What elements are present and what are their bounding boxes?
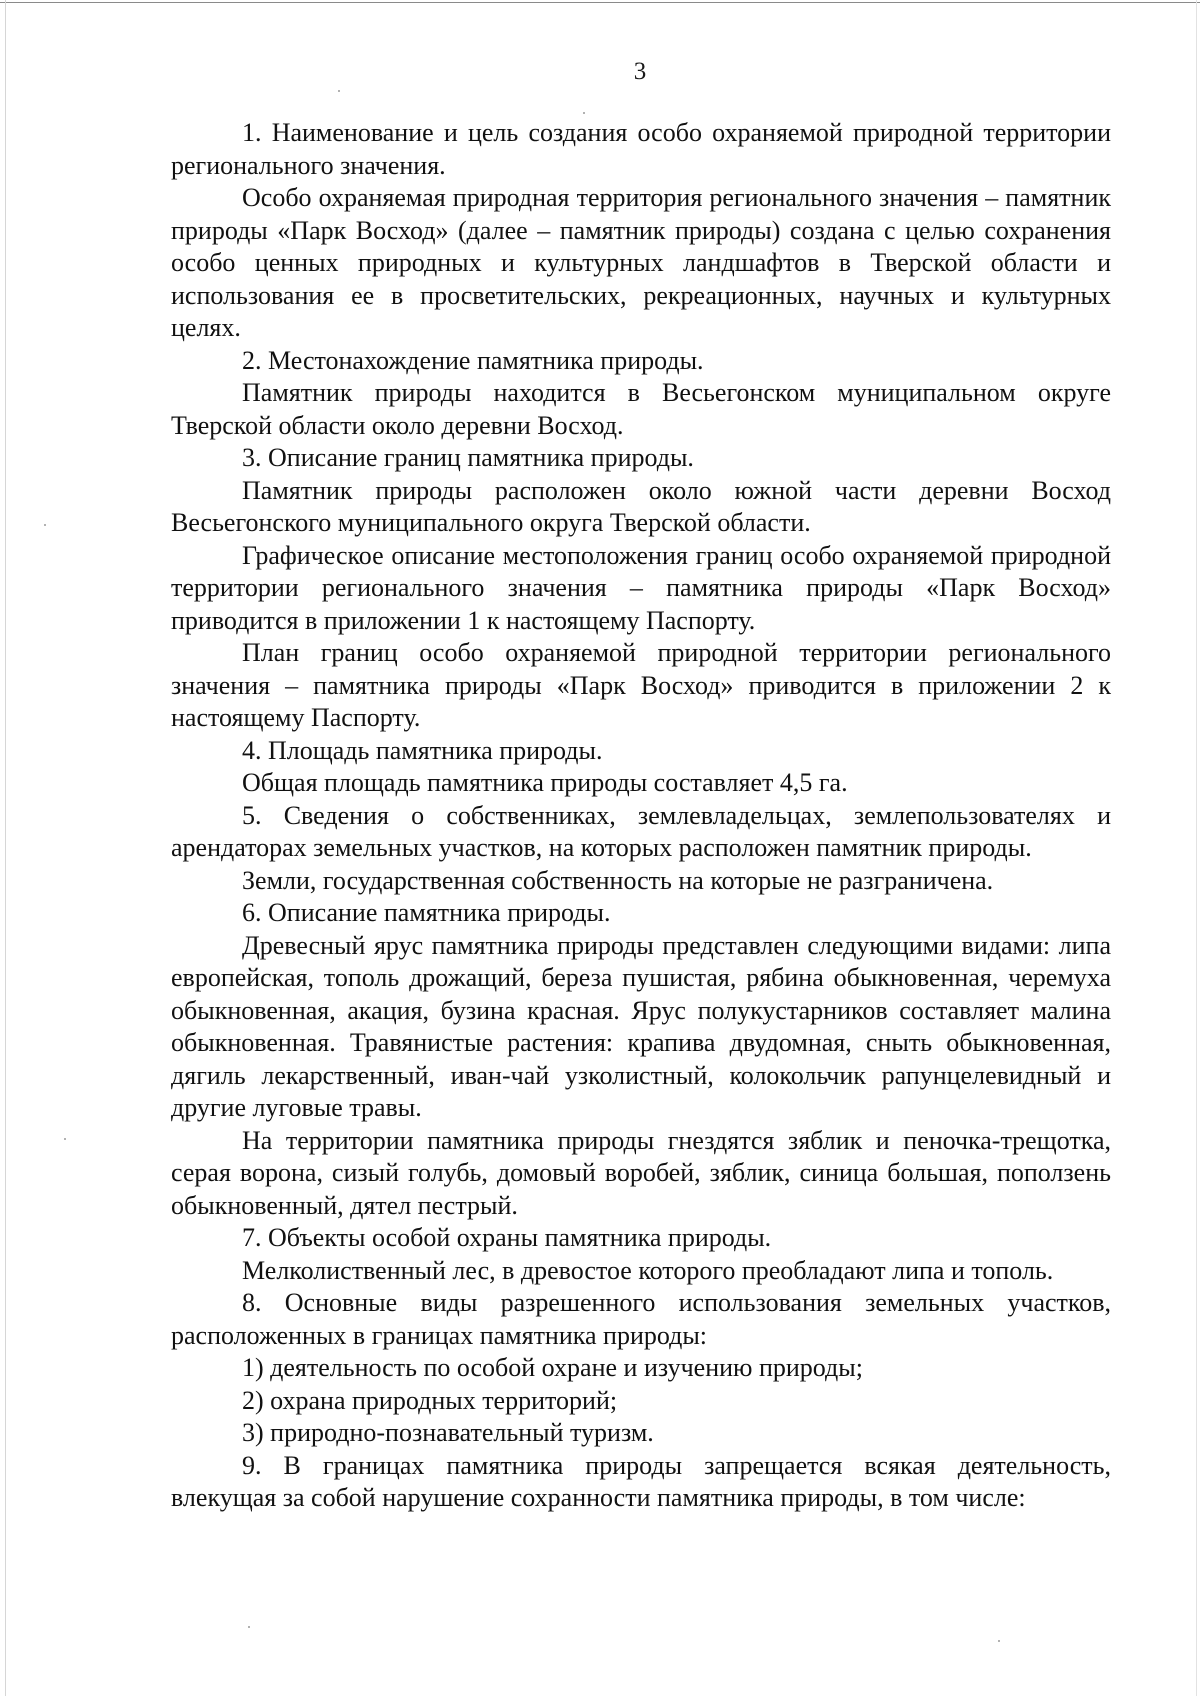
scan-speck bbox=[44, 524, 46, 526]
section-heading-9: 9. В границах памятника природы запрещается всякая деятельность, влекущая за собой нарушение сохранности памятника природы, в том числе: bbox=[171, 1450, 1111, 1512]
scan-edge-left bbox=[5, 0, 6, 1696]
section-text-4: Общая площадь памятника природы составляет 4,5 га. bbox=[242, 768, 848, 797]
section-text-3a: Памятник природы расположен около южной части деревни Восход Весьегонского муниципального округа Тверской области. bbox=[171, 475, 1111, 537]
section-text-6b: На территории памятника природы гнездятся зяблик и пеночка-трещотка, серая ворона, сизый голубь, домовый воробей, зяблик, синица большая, поползень обыкновенный, дятел пестрый. bbox=[171, 1125, 1111, 1220]
section-text-5: Земли, государственная собственность на которые не разграничена. bbox=[242, 865, 994, 895]
section-heading-8: 8. Основные виды разрешенного использования земельных участков, расположенных в границах памятника природы: bbox=[171, 1288, 1111, 1350]
section-heading-4: 4. Площадь памятника природы. bbox=[242, 735, 603, 765]
list-item: 1) деятельность по особой охране и изучению природы; bbox=[242, 1353, 863, 1382]
section-heading-5: 5. Сведения о собственниках, землевладельцах, землепользователях и арендаторах земельных участков, на которых расположен памятник природы. bbox=[171, 800, 1111, 862]
section-text-3c: План границ особо охраняемой природной территории регионального значения – памятника природы «Парк Восход» приводится в приложении 2 к настоящему Паспорту. bbox=[171, 638, 1111, 732]
scan-speck bbox=[338, 90, 340, 92]
section-text-3b: Графическое описание местоположения границ особо охраняемой природной территории регионального значения – памятника природы «Парк Восход» приводится в приложении 1 к настоящему Паспорту. bbox=[171, 540, 1111, 635]
section-heading-3: 3. Описание границ памятника природы. bbox=[242, 443, 694, 472]
document-body bbox=[171, 117, 1111, 1515]
section-heading-6: 6. Описание памятника природы. bbox=[242, 898, 611, 927]
section-heading-1: 1. Наименование и цель создания особо охраняемой природной территории регионального значения. bbox=[171, 118, 1111, 180]
section-text-1: Особо охраняемая природная территория регионального значения – памятник природы «Парк Восход» (далее – памятник природы) создана с целью сохранения особо ценных природных и культурных ландшафтов в Тверской области и использования ее в просветительских, рекреационных, научных и культурных целях. bbox=[171, 183, 1111, 342]
scan-edge-top bbox=[0, 2, 1200, 3]
list-item: 3) природно-познавательный туризм. bbox=[242, 1418, 654, 1447]
scan-speck bbox=[583, 112, 585, 114]
scan-speck bbox=[998, 1640, 1000, 1642]
list-item: 2) охрана природных территорий; bbox=[242, 1385, 618, 1415]
scan-speck bbox=[64, 1138, 66, 1140]
page-number: 3 bbox=[633, 58, 647, 85]
scan-edge-right bbox=[1196, 0, 1197, 1696]
scan-speck bbox=[248, 1626, 250, 1628]
section-text-6a: Древесный ярус памятника природы представлен следующими видами: липа европейская, тополь дрожащий, береза пушистая, рябина обыкновенная, черемуха обыкновенная, акация, бузина красная. Ярус полукустарников составляет малина обыкновенная. Травянистые растения: крапива двудомная, сныть обыкновенная, дягиль лекарственный, иван-чай узколистный, колокольчик рапунцелевидный и другие луговые травы. bbox=[171, 930, 1111, 1122]
section-heading-2: 2. Местонахождение памятника природы. bbox=[242, 345, 704, 375]
section-text-7: Мелколиственный лес, в древостое которого преобладают липа и тополь. bbox=[242, 1255, 1054, 1285]
section-text-2: Памятник природы находится в Весьегонском муниципальном округе Тверской области около деревни Восход. bbox=[171, 378, 1111, 440]
section-heading-7: 7. Объекты особой охраны памятника природы. bbox=[242, 1223, 772, 1252]
